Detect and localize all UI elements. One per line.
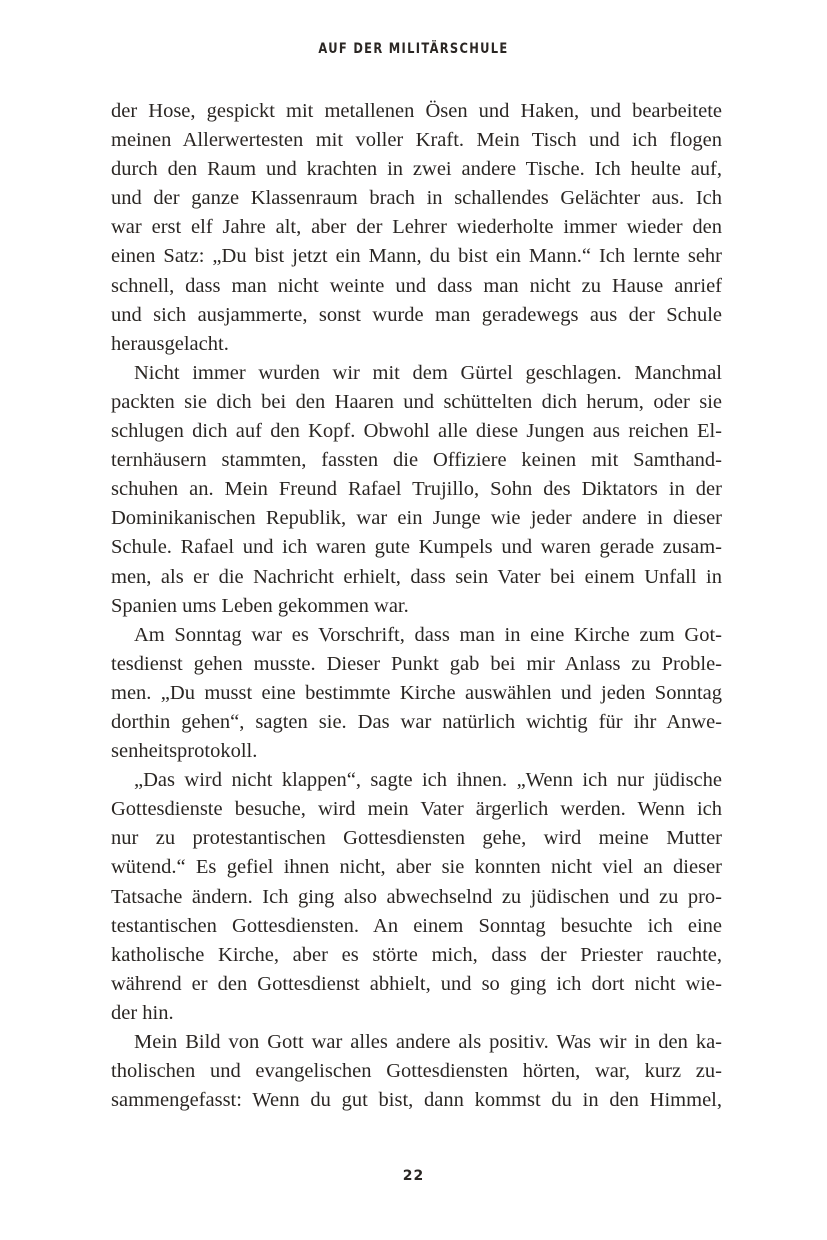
paragraph bbox=[111, 1028, 722, 1115]
text-line: schlugen dich auf den Kopf. Obwohl alle diese Jungen aus reichen El- bbox=[111, 420, 722, 443]
text-line: einen Satz: „Du bist jetzt ein Mann, du bist ein Mann.“ Ich lernte sehr bbox=[111, 245, 722, 268]
running-head: AUF DER MILITÄRSCHULE bbox=[318, 41, 509, 57]
paragraph bbox=[111, 359, 722, 621]
paragraph bbox=[111, 621, 722, 766]
text-line: war erst elf Jahre alt, aber der Lehrer wiederholte immer wieder den bbox=[111, 216, 722, 239]
text-line: schnell, dass man nicht weinte und dass man nicht zu Hause anrief bbox=[111, 274, 722, 297]
text-line: meinen Allerwertesten mit voller Kraft. Mein Tisch und ich flogen bbox=[111, 129, 722, 152]
text-line: sammengefasst: Wenn du gut bist, dann kommst du in den Himmel, bbox=[111, 1089, 722, 1112]
text-line: durch den Raum und krachten in zwei andere Tische. Ich heulte auf, bbox=[111, 158, 722, 181]
text-line: der hin. bbox=[111, 1001, 174, 1024]
text-line: tholischen und evangelischen Gottesdiensten hörten, war, kurz zu- bbox=[111, 1060, 722, 1083]
text-line: Spanien ums Leben gekommen war. bbox=[111, 594, 409, 617]
text-line: schuhen an. Mein Freund Rafael Trujillo, Sohn des Diktators in der bbox=[111, 478, 722, 501]
text-line: und sich ausjammerte, sonst wurde man geradewegs aus der Schule bbox=[111, 303, 722, 326]
text-line: testantischen Gottesdiensten. An einem Sonntag besuchte ich eine bbox=[111, 914, 722, 937]
body-text bbox=[111, 97, 722, 1115]
text-line: katholische Kirche, aber es störte mich, dass der Priester rauchte, bbox=[111, 943, 722, 966]
text-line: wütend.“ Es gefiel ihnen nicht, aber sie konnten nicht viel an dieser bbox=[111, 856, 722, 879]
text-line: herausgelacht. bbox=[111, 332, 229, 355]
text-line: dorthin gehen“, sagten sie. Das war natürlich wichtig für ihr Anwe- bbox=[111, 710, 722, 733]
text-line: tesdienst gehen musste. Dieser Punkt gab bei mir Anlass zu Proble- bbox=[111, 652, 722, 675]
text-line: men, als er die Nachricht erhielt, dass sein Vater bei einem Unfall in bbox=[111, 565, 722, 588]
text-line: nur zu protestantischen Gottesdiensten gehe, wird meine Mutter bbox=[111, 827, 722, 850]
text-line: und der ganze Klassenraum brach in schallendes Gelächter aus. Ich bbox=[111, 187, 722, 210]
text-line: Nicht immer wurden wir mit dem Gürtel geschlagen. Manchmal bbox=[134, 361, 722, 384]
text-line: packten sie dich bei den Haaren und schüttelten dich herum, oder sie bbox=[111, 390, 722, 413]
text-line: Tatsache ändern. Ich ging also abwechselnd zu jüdischen und zu pro- bbox=[111, 885, 722, 908]
text-line: „Das wird nicht klappen“, sagte ich ihnen. „Wenn ich nur jüdische bbox=[134, 769, 722, 792]
page-number: 22 bbox=[402, 1168, 425, 1184]
text-line: Dominikanischen Republik, war ein Junge wie jeder andere in dieser bbox=[111, 507, 722, 530]
paragraph bbox=[111, 766, 722, 1028]
text-line: ternhäusern stammten, fassten die Offiziere keinen mit Samthand- bbox=[111, 449, 722, 472]
text-line: men. „Du musst eine bestimmte Kirche auswählen und jeden Sonntag bbox=[111, 681, 722, 704]
text-line: der Hose, gespickt mit metallenen Ösen und Haken, und bearbeitete bbox=[111, 100, 722, 122]
text-line: während er den Gottesdienst abhielt, und so ging ich dort nicht wie- bbox=[111, 972, 722, 995]
paragraph bbox=[111, 97, 722, 359]
text-line: Mein Bild von Gott war alles andere als positiv. Was wir in den ka- bbox=[134, 1031, 722, 1053]
text-line: Gottesdienste besuche, wird mein Vater ärgerlich werden. Wenn ich bbox=[111, 798, 722, 821]
text-line: senheitsprotokoll. bbox=[111, 740, 258, 763]
text-line: Schule. Rafael und ich waren gute Kumpels und waren gerade zusam- bbox=[111, 536, 722, 559]
text-line: Am Sonntag war es Vorschrift, dass man in eine Kirche zum Got- bbox=[134, 623, 722, 646]
